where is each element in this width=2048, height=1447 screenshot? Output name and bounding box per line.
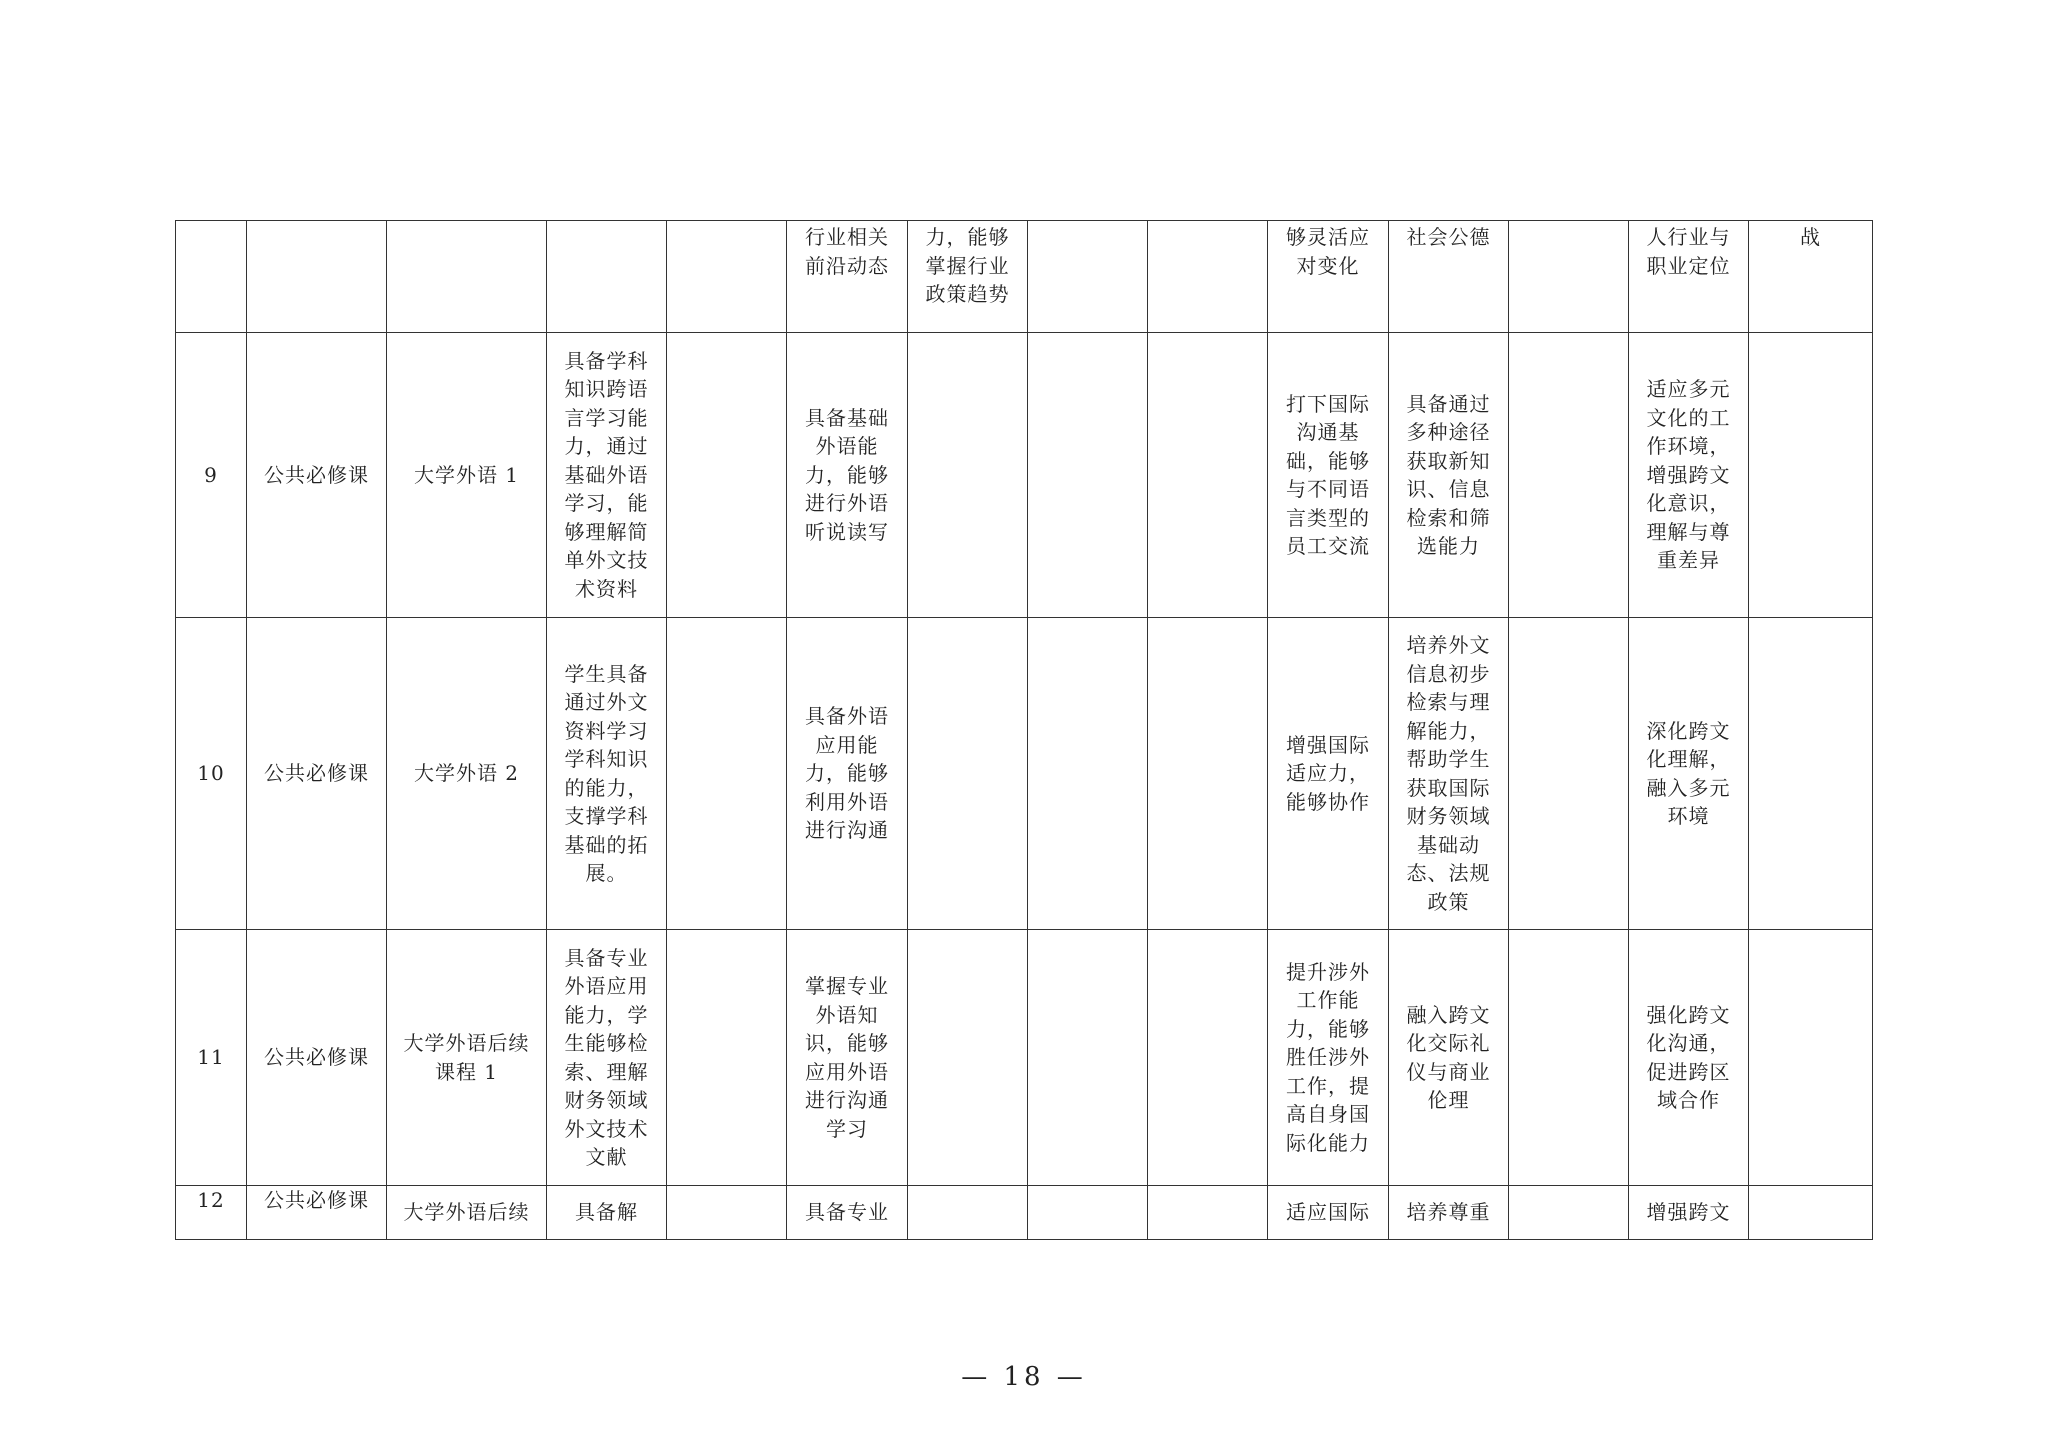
table-cell xyxy=(667,1186,787,1240)
table-cell xyxy=(1148,221,1268,333)
table-cell xyxy=(1509,221,1629,333)
table-cell xyxy=(1749,333,1873,618)
table-cell: 人行业与职业定位 xyxy=(1629,221,1749,333)
table-cell xyxy=(1509,930,1629,1186)
table-cell xyxy=(1148,930,1268,1186)
table-cell: 具备通过多种途径获取新知识、信息检索和筛选能力 xyxy=(1389,333,1509,618)
table-cell: 大学外语后续 xyxy=(387,1186,547,1240)
table-cell xyxy=(1028,221,1148,333)
table-cell: 公共必修课 xyxy=(247,1186,387,1240)
table-cell: 战 xyxy=(1749,221,1873,333)
table-cell: 培养外文信息初步检索与理解能力，帮助学生获取国际财务领域基础动态、法规政策 xyxy=(1389,618,1509,930)
table-cell xyxy=(1509,333,1629,618)
table-cell xyxy=(247,221,387,333)
table-cell: 大学外语 2 xyxy=(387,618,547,930)
table-cell: 具备专业外语应用能力，学生能够检索、理解财务领域外文技术文献 xyxy=(547,930,667,1186)
table-cell xyxy=(908,618,1028,930)
table-cell: 具备外语应用能力，能够利用外语进行沟通 xyxy=(787,618,908,930)
table-cell xyxy=(1749,930,1873,1186)
table-row xyxy=(176,930,1873,1186)
table-cell xyxy=(1509,618,1629,930)
table-cell: 9 xyxy=(176,333,247,618)
table-cell xyxy=(176,221,247,333)
table-cell xyxy=(1028,618,1148,930)
table-row xyxy=(176,1186,1873,1240)
table-cell: 适应国际 xyxy=(1268,1186,1389,1240)
table-cell: 11 xyxy=(176,930,247,1186)
table-cell: 12 xyxy=(176,1186,247,1240)
table-cell xyxy=(667,221,787,333)
table-cell: 大学外语后续课程 1 xyxy=(387,930,547,1186)
table-cell xyxy=(908,930,1028,1186)
curriculum-matrix-table xyxy=(175,220,1873,1240)
table-cell xyxy=(667,618,787,930)
table-cell: 增强跨文 xyxy=(1629,1186,1749,1240)
table-cell: 大学外语 1 xyxy=(387,333,547,618)
table-cell: 行业相关前沿动态 xyxy=(787,221,908,333)
table-cell xyxy=(1749,1186,1873,1240)
table-cell: 公共必修课 xyxy=(247,333,387,618)
table-cell xyxy=(1148,1186,1268,1240)
table-cell: 具备学科知识跨语言学习能力，通过基础外语学习，能够理解简单外文技术资料 xyxy=(547,333,667,618)
table-cell: 打下国际沟通基础，能够与不同语言类型的员工交流 xyxy=(1268,333,1389,618)
table-cell xyxy=(1028,1186,1148,1240)
table-cell xyxy=(1749,618,1873,930)
table-cell: 提升涉外工作能力，能够胜任涉外工作，提高自身国际化能力 xyxy=(1268,930,1389,1186)
table-cell xyxy=(387,221,547,333)
table-row xyxy=(176,221,1873,333)
table-cell: 力，能够掌握行业政策趋势 xyxy=(908,221,1028,333)
table-cell: 社会公德 xyxy=(1389,221,1509,333)
table-cell xyxy=(1148,333,1268,618)
table-cell: 公共必修课 xyxy=(247,930,387,1186)
table-cell: 10 xyxy=(176,618,247,930)
table-cell: 够灵活应对变化 xyxy=(1268,221,1389,333)
table-row xyxy=(176,618,1873,930)
table-cell: 强化跨文化沟通，促进跨区域合作 xyxy=(1629,930,1749,1186)
table-cell: 增强国际适应力，能够协作 xyxy=(1268,618,1389,930)
table-cell xyxy=(1148,618,1268,930)
table-cell: 学生具备通过外文资料学习学科知识的能力，支撑学科基础的拓展。 xyxy=(547,618,667,930)
table-cell: 具备解 xyxy=(547,1186,667,1240)
table-cell xyxy=(547,221,667,333)
table-cell xyxy=(1028,930,1148,1186)
table-cell xyxy=(1509,1186,1629,1240)
table-cell: 具备基础外语能力，能够进行外语听说读写 xyxy=(787,333,908,618)
table-cell: 掌握专业外语知识，能够应用外语进行沟通学习 xyxy=(787,930,908,1186)
table-cell: 培养尊重 xyxy=(1389,1186,1509,1240)
table-cell: 适应多元文化的工作环境，增强跨文化意识，理解与尊重差异 xyxy=(1629,333,1749,618)
table-cell: 深化跨文化理解，融入多元环境 xyxy=(1629,618,1749,930)
table-cell: 具备专业 xyxy=(787,1186,908,1240)
page-number: — 18 — xyxy=(961,1362,1087,1392)
table-row xyxy=(176,333,1873,618)
table-cell: 融入跨文化交际礼仪与商业伦理 xyxy=(1389,930,1509,1186)
table-cell xyxy=(908,333,1028,618)
table-cell: 公共必修课 xyxy=(247,618,387,930)
table-cell xyxy=(1028,333,1148,618)
table-cell xyxy=(667,930,787,1186)
table-cell xyxy=(908,1186,1028,1240)
table-cell xyxy=(667,333,787,618)
